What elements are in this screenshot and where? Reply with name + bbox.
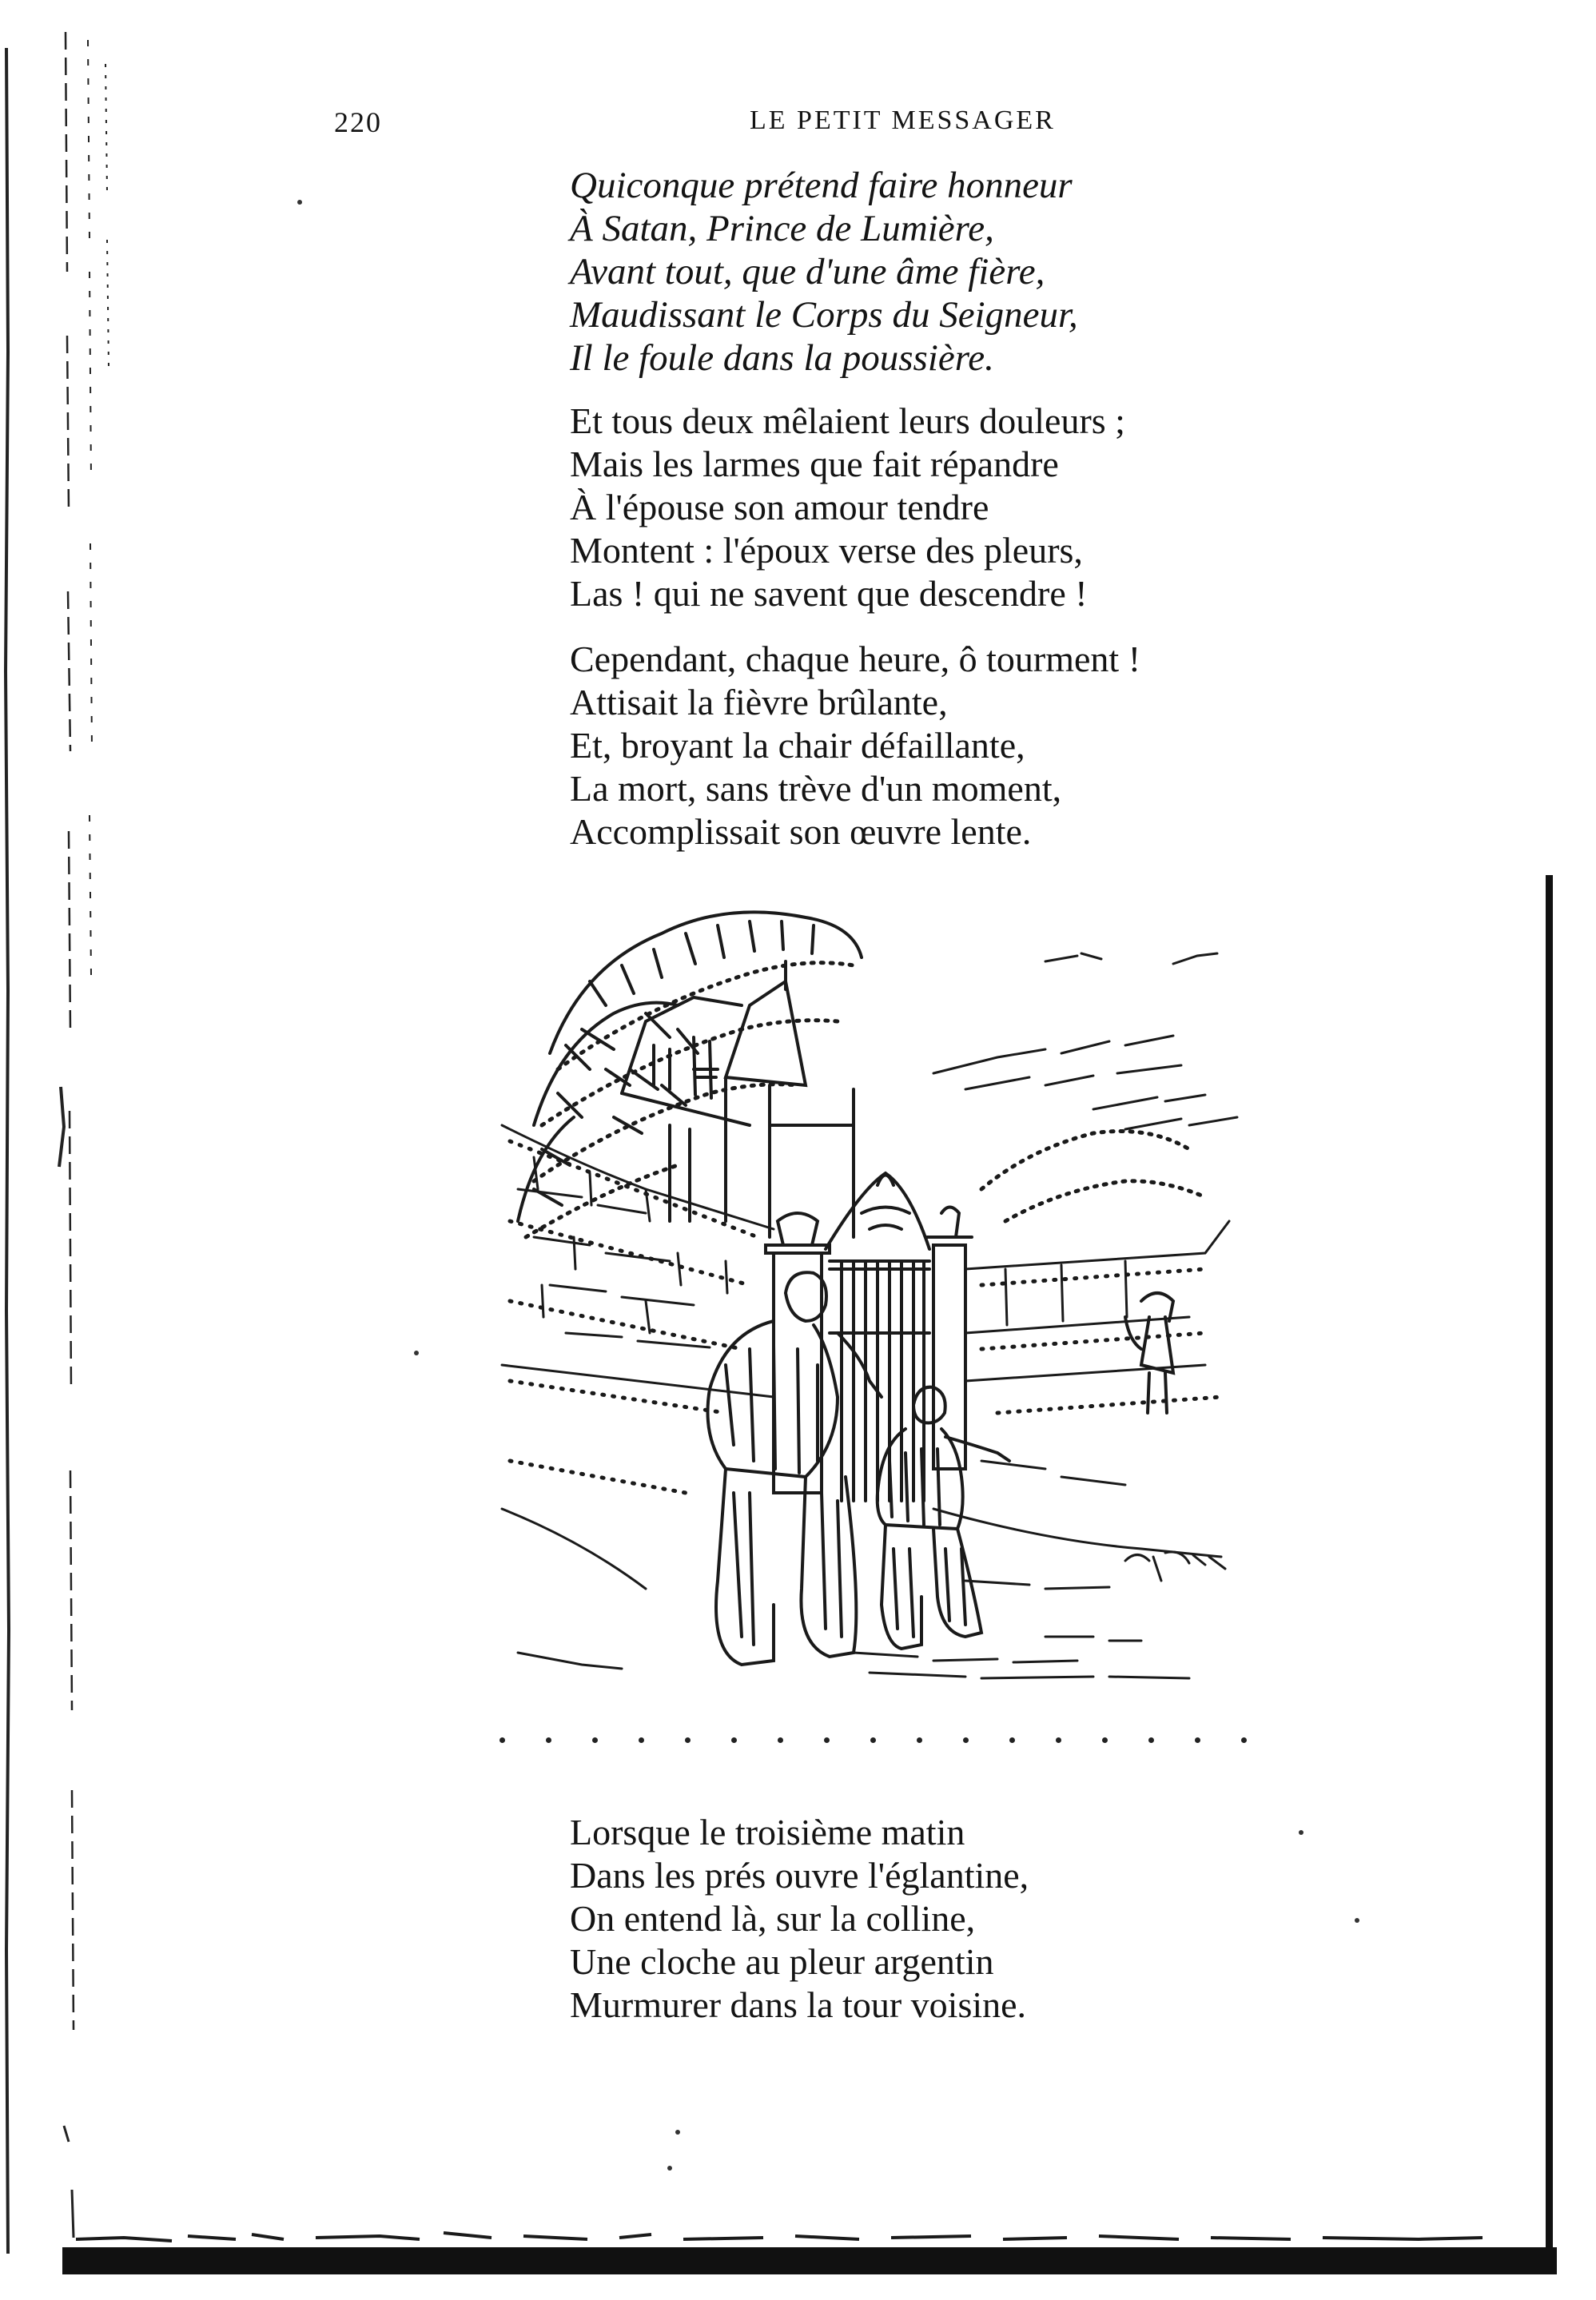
verse-line: Il le foule dans la poussière. [570, 337, 994, 379]
verse-line: Las ! qui ne savent que descendre ! [570, 573, 1088, 614]
verse-line: À l'épouse son amour tendre [570, 487, 989, 527]
verse-line: Avant tout, que d'une âme fière, [570, 251, 1045, 292]
engraving-illustration [486, 885, 1285, 1685]
scan-speck [414, 1351, 419, 1355]
scan-speck [667, 2166, 672, 2171]
priest-figure [708, 1272, 882, 1665]
signature-mark [1125, 1552, 1225, 1581]
foliage-stipple [526, 963, 1205, 1237]
gate [766, 1173, 972, 1501]
running-title: LE PETIT MESSAGER [750, 105, 1056, 135]
page-edge-right [1546, 875, 1553, 2250]
verse-line: La mort, sans trève d'un moment, [570, 768, 1062, 809]
sky-hatching [933, 953, 1237, 1129]
page-edge-noise [76, 2220, 1483, 2246]
verse-line: Montent : l'époux verse des pleurs, [570, 530, 1083, 571]
scan-speck [297, 200, 302, 205]
binding-gutter [0, 32, 128, 2270]
verse-line: Et tous deux mêlaient leurs douleurs ; [570, 400, 1125, 441]
woman-figure [1125, 1293, 1173, 1413]
verse-line: Une cloche au pleur argentin [570, 1941, 994, 1982]
verse-line: Dans les prés ouvre l'églantine, [570, 1855, 1029, 1896]
stanza [570, 1811, 1029, 2027]
altar-boy-figure [878, 1387, 1009, 1649]
verse-line: Accomplissait son œuvre lente. [570, 811, 1032, 852]
stanza [570, 638, 1140, 854]
scan-speck [1355, 1918, 1359, 1923]
stanza [570, 164, 1078, 380]
verse-line: Murmurer dans la tour voisine. [570, 1984, 1027, 2025]
verse-line: On entend là, sur la colline, [570, 1898, 976, 1939]
page-edge-bottom [62, 2247, 1557, 2274]
scan-speck [675, 2130, 680, 2135]
ellipsis-separator [499, 1733, 1283, 1752]
page-number: 220 [334, 106, 382, 138]
scan-speck [1299, 1830, 1303, 1835]
verse-line: Cependant, chaque heure, ô tourment ! [570, 639, 1141, 679]
verse-line: Attisait la fièvre brûlante, [570, 682, 948, 722]
verse-line: À Satan, Prince de Lumière, [570, 208, 994, 249]
verse-line: Lorsque le troisième matin [570, 1812, 965, 1852]
ground [502, 1461, 1221, 1678]
verse-line: Et, broyant la chair défaillante, [570, 725, 1025, 766]
verse-line: Mais les larmes que fait répandre [570, 444, 1059, 484]
stanza [570, 400, 1125, 615]
verse-line: Quiconque prétend faire honneur [570, 165, 1073, 206]
verse-line: Maudissant le Corps du Seigneur, [570, 294, 1078, 336]
